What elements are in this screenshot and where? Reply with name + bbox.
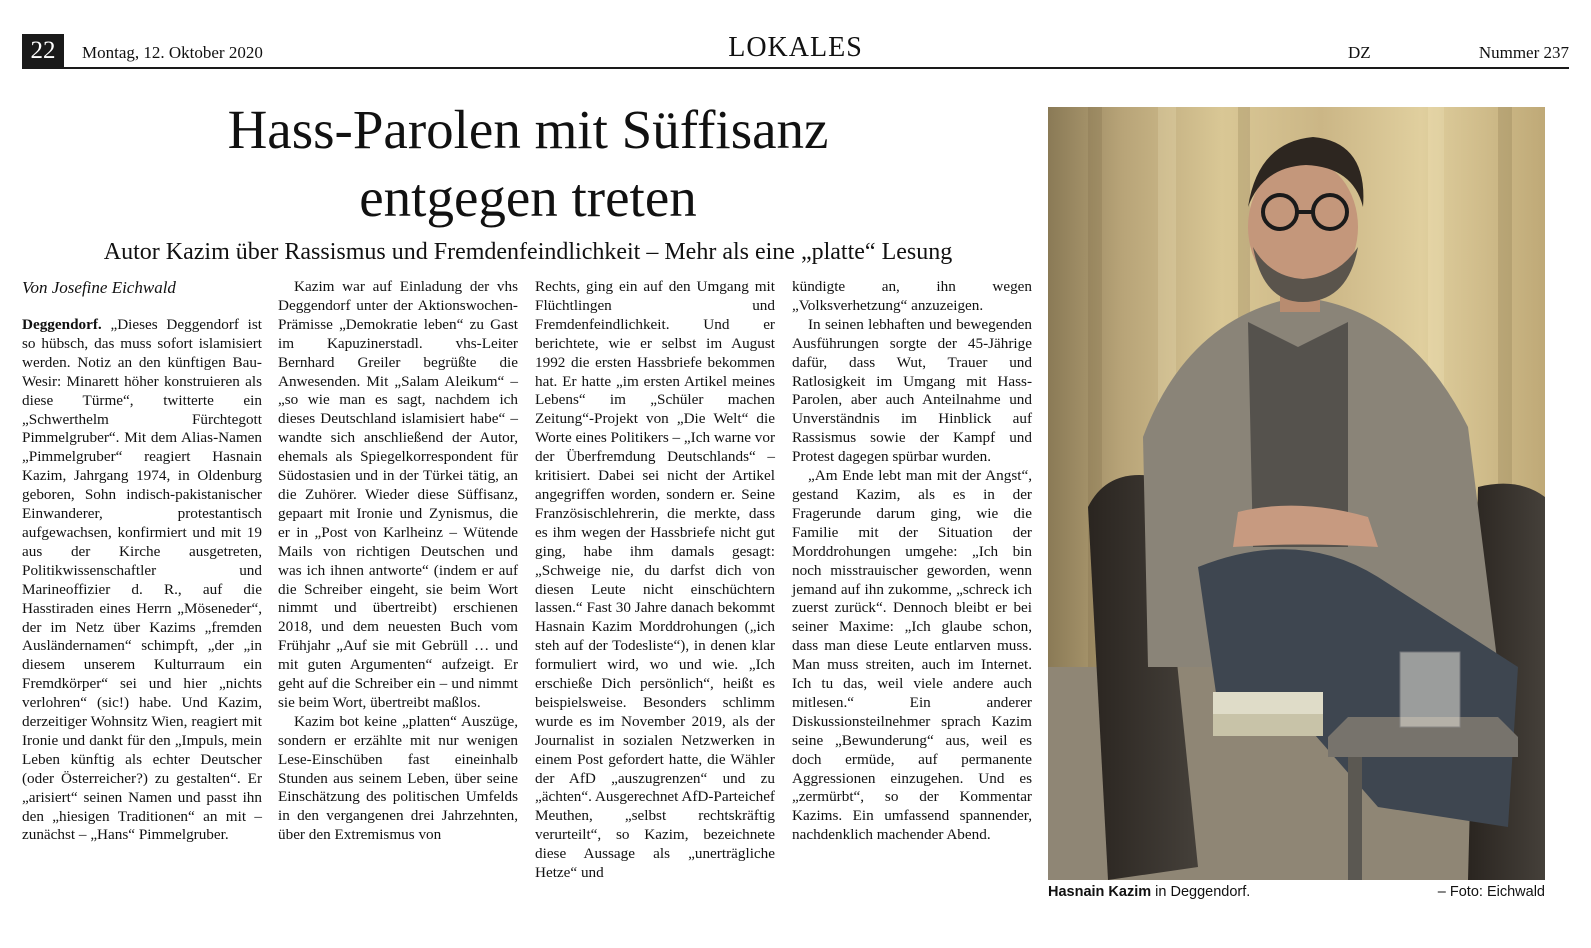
issue-date: Montag, 12. Oktober 2020 bbox=[82, 43, 263, 62]
article-paragraph: Kazim war auf Einladung der vhs Deggendorf unter der Aktionswochen-Prämisse „Demokratie leben“ zu Gast im Kapuzinerstadl. vhs-Leiter Bernhard Greiler begrüßte die Anwesenden. Mit „Salam Aleikum“ – „so wie man es sagt, nachdem ich dieses Deutschland islamisiert habe“ – wandte sich anschließend der Autor, ehemals als Spiegelkorrespondent für Südostasien und in der Türkei tätig, an die Zuhörer. Wieder diese Süffisanz, gepaart mit Ironie und Zynismus, die er in „Post von Karlheinz – Wütende Mails von richtigen Deutschen und was ich ihnen antworte“ (indem er auf die Schreiber eingeht, sie beim Wort nimmt und übertreibt) erschienen 2018, und dem neuesten Buch vom Frühjahr „Auf sie mit Gebrüll … und mit guten Argumenten“ aufzeigt. Er geht auf die Schreiber ein – und nimmt sie beim Wort, übertreibt maßlos. bbox=[278, 278, 518, 711]
dateline: Deggendorf. bbox=[22, 316, 102, 333]
photo-credit: – Foto: Eichwald bbox=[1437, 884, 1545, 900]
article-paragraph: kündigte an, ihn wegen „Volksverhetzung“ anzuzeigen. bbox=[792, 278, 1032, 314]
book-stack bbox=[1213, 692, 1323, 714]
masthead bbox=[22, 34, 1569, 68]
article-column-4 bbox=[792, 278, 1032, 845]
headline-line-1: Hass-Parolen mit Süffisanz bbox=[227, 99, 829, 160]
paragraph-text: „Dieses Deggendorf ist so hübsch, das muss sofort islamisiert werden. Notiz an den künftigen Bau-Wesir: Minarett höher konstruieren als diese Türme“, twitterte ein „Schwerthelm Fürchtegott Pimmelgruber“. Mit dem Alias-Namen „Pimmelgruber“ reagiert Hasnain Kazim, Jahrgang 1974, in Oldenburg geboren, Sohn indisch-pakistanischer Einwanderer, protestantisch aufgewachsen, konfirmiert und mit 19 aus der Kirche ausgetreten, Politikwissenschaftler und Marineoffizier d. R., auf die Hasstiraden eines Herrn „Möseneder“, der im Netz über Kazims „fremden Ausländernamen“ schimpft, „der „in diesem unserem Kulturraum ein Fremdkörper“ sei und hier „nichts verlohren“ (sic!) habe. Und Kazim, derzeitiger Wohnsitz Wien, reagiert mit Ironie und dankt für den „Impuls, mein Leben künftig als echter Deutscher (oder Österreicher?) zu gestalten“. Er „arisiert“ seinen Namen und passt ihn den „hiesigen Traditionen“ an mit – zunächst – „Hans“ Pimmelgruber. bbox=[22, 316, 262, 844]
headline bbox=[22, 96, 1034, 232]
issue-number: Nummer 237 bbox=[1478, 43, 1569, 62]
photo-illustration bbox=[1048, 107, 1545, 880]
article-photo bbox=[1048, 107, 1545, 880]
water-glass bbox=[1400, 652, 1460, 727]
caption-name: Hasnain Kazim bbox=[1048, 884, 1152, 900]
caption-text: in Deggendorf. bbox=[1151, 884, 1251, 900]
paper-abbreviation: DZ bbox=[1348, 43, 1371, 62]
article-paragraph: Kazim bot keine „platten“ Auszüge, sondern er erzählte mit nur wenigen Lese-Einschüben fast eineinhalb Stunden aus seinem Leben, über seine Einschätzung des politischen Umfelds in den vergangenen drei Jahrzehnten, über den Extremismus von bbox=[278, 712, 518, 844]
page-number: 22 bbox=[22, 34, 64, 68]
article-column-3 bbox=[535, 278, 775, 883]
article-paragraph: „Am Ende lebt man mit der Angst“, gestand Kazim, als es in der Fragerunde darum ging, wie die Familie mit der Situation der Morddrohungen umgehe: „Ich bin noch misstrauischer geworden, wenn jemand auf ihn zukomme, „schreck ich zuerst zurück“. Dennoch bleibt er bei seiner Maxime: „Ich glaube schon, dass man diese Leute entlarven muss. Man muss streiten, auch im Internet. Ich tu das, weil viele andere auch mitlesen.“ Ein anderer Diskussionsteilnehmer sprach Kazim seine „Bewunderung“ aus, weil es doch ermüde, auf permanente Aggressionen einzugehen. Und es „zermürbt“, so der Kommentar Kazims. Ein umfassend spannender, nachdenklich machender Abend. bbox=[792, 467, 1032, 844]
book-stack bbox=[1213, 714, 1323, 736]
photo-caption bbox=[1048, 884, 1545, 900]
article-paragraph bbox=[22, 316, 262, 845]
article-column-2 bbox=[278, 278, 518, 845]
byline: Von Josefine Eichwald bbox=[22, 278, 176, 297]
article-paragraph: In seinen lebhaften und bewegenden Ausführungen sorgte der 45-Jährige dafür, dass Wut, Trauer und Ratlosigkeit im Umgang mit Hass-Parolen, aber auch Anteilnahme und Unverständnis im Hinblick auf Rassismus sowie der Kampf und Protest dagegen spürbar wurden. bbox=[792, 315, 1032, 466]
article-column-1 bbox=[22, 316, 262, 845]
section-title: LOKALES bbox=[728, 32, 863, 63]
article-paragraph: Rechts, ging ein auf den Umgang mit Flüchtlingen und Fremdenfeindlichkeit. Und er berichtete, wie er selbst im August 1992 die ersten Hassbriefe bekommen hat. Er hatte „im ersten Artikel meines Lebens“ im „Schüler machen Zeitung“-Projekt von „Die Welt“ die Worte eines Politikers – „Ich warne vor der Überfremdung Deutschlands“ – kritisiert. Dabei sei nicht der Artikel angegriffen worden, sondern er. Seine Französischlehrerin, die merkte, dass es ihm wegen der Hassbriefe nicht gut ging, habe ihm damals gesagt: „Schweige nie, du darfst dich von diesen Leute nicht einschüchtern lassen.“ Fast 30 Jahre danach bekommt Hasnain Kazim Morddrohungen („ich steh auf der Todesliste“), in denen klar formuliert wird, wo und wie. „Ich erschieße Dich persönlich“, heißt es beispielsweise. Besonders schlimm wurde es im November 2019, als der Journalist in sozialen Netzwerken in einem Post gefordert hatte, die Wähler der AfD „auszugrenzen“ und zu „ächten“. Ausgerechnet AfD-Parteichef Meuthen, „selbst rechtskräftig verurteilt“, so Kazim, bezeichnete diese Aussage als „unerträgliche Hetze“ und bbox=[535, 278, 776, 882]
headline-line-2: entgegen treten bbox=[359, 167, 697, 228]
subheadline: Autor Kazim über Rassismus und Fremdenfeindlichkeit – Mehr als eine „platte“ Lesung bbox=[103, 239, 953, 265]
table-leg bbox=[1348, 757, 1362, 880]
masthead-rule bbox=[22, 67, 1569, 69]
